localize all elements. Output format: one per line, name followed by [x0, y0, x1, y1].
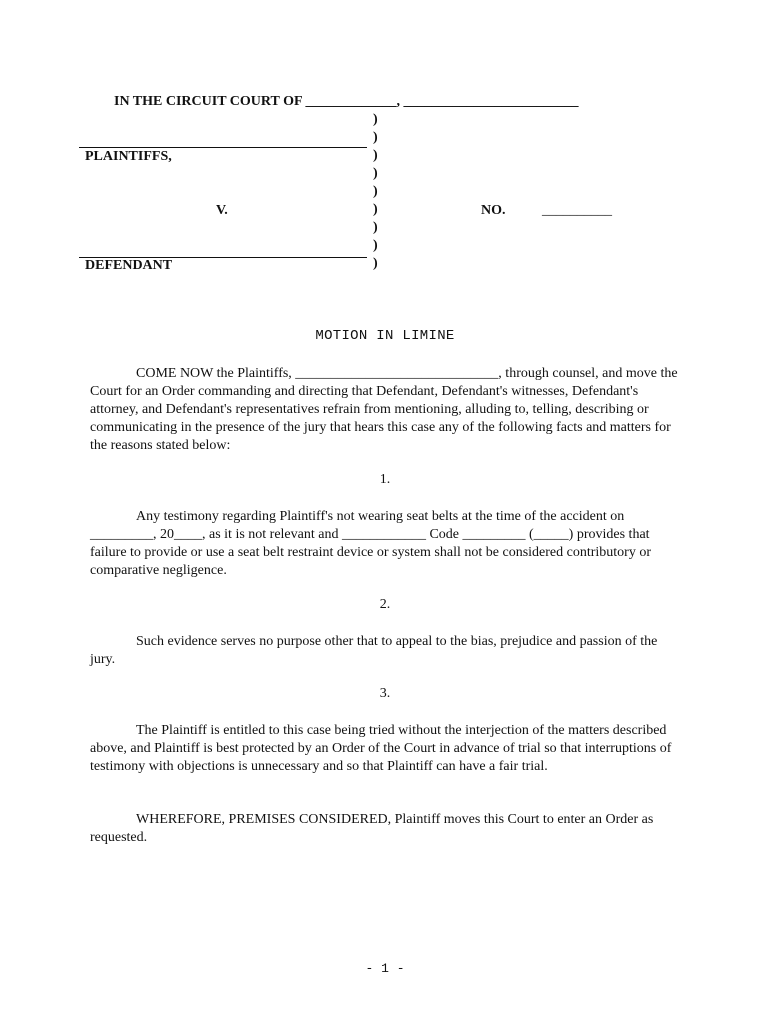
caption-paren: ): [373, 130, 378, 145]
caption-paren: ): [373, 220, 378, 235]
intro-paragraph: [90, 365, 680, 455]
plaintiffs-label: PLAINTIFFS,: [85, 149, 172, 164]
caption-paren: ): [373, 112, 378, 127]
section-paragraph: [90, 722, 680, 776]
caption-paren: ): [373, 238, 378, 253]
plaintiff-signature-line: [79, 147, 367, 148]
wherefore-paragraph: [90, 811, 680, 847]
section-paragraph: [90, 633, 680, 669]
caption-paren: ): [373, 202, 378, 217]
section-number: 2.: [379, 597, 391, 612]
case-number-label: NO.: [481, 203, 506, 218]
caption-paren: ): [373, 256, 378, 271]
wherefore-text: WHEREFORE, PREMISES CONSIDERED, Plaintiff moves this Court to enter an Order as requested.: [90, 812, 654, 845]
caption-paren: ): [373, 166, 378, 181]
page-number: - 1 -: [365, 961, 405, 976]
section-paragraph: [90, 508, 680, 580]
caption-paren: ): [373, 148, 378, 163]
section-text: The Plaintiff is entitled to this case being tried without the interjection of the matters described above, and Plaintiff is best protected by an Order of the Court in advance of trial so that interruptions of testimony with objections is unnecessary and so that Plaintiff can have a fair trial.: [90, 723, 672, 774]
caption-paren: ): [373, 184, 378, 199]
section-number: 1.: [379, 472, 391, 487]
section-text: Any testimony regarding Plaintiff's not wearing seat belts at the time of the accident on _________, 20____, as it is not relevant and ____________ Code _________ (_____) provides that failure to provide or use a seat belt restraint device or system shall not be considered contributory or comparative negligence.: [90, 509, 651, 578]
section-text: Such evidence serves no purpose other that to appeal to the bias, prejudice and passion of the jury.: [90, 634, 658, 667]
document-title: MOTION IN LIMINE: [315, 328, 455, 344]
versus-label: V.: [216, 203, 228, 218]
case-number-blank: __________: [542, 203, 612, 218]
court-heading: IN THE CIRCUIT COURT OF _____________, _________________________: [114, 94, 579, 109]
defendant-label: DEFENDANT: [85, 258, 173, 273]
section-number: 3.: [379, 686, 391, 701]
intro-paragraph-text: COME NOW the Plaintiffs, _____________________________, through counsel, and move the Court for an Order commanding and directing that Defendant, Defendant's witnesses, Defendant's attorney, and Defendant's representatives refrain from mentioning, alluding to, telling, describing or communicating in the presence of the jury that hears this case any of the following facts and matters for the reasons stated below:: [90, 366, 678, 453]
